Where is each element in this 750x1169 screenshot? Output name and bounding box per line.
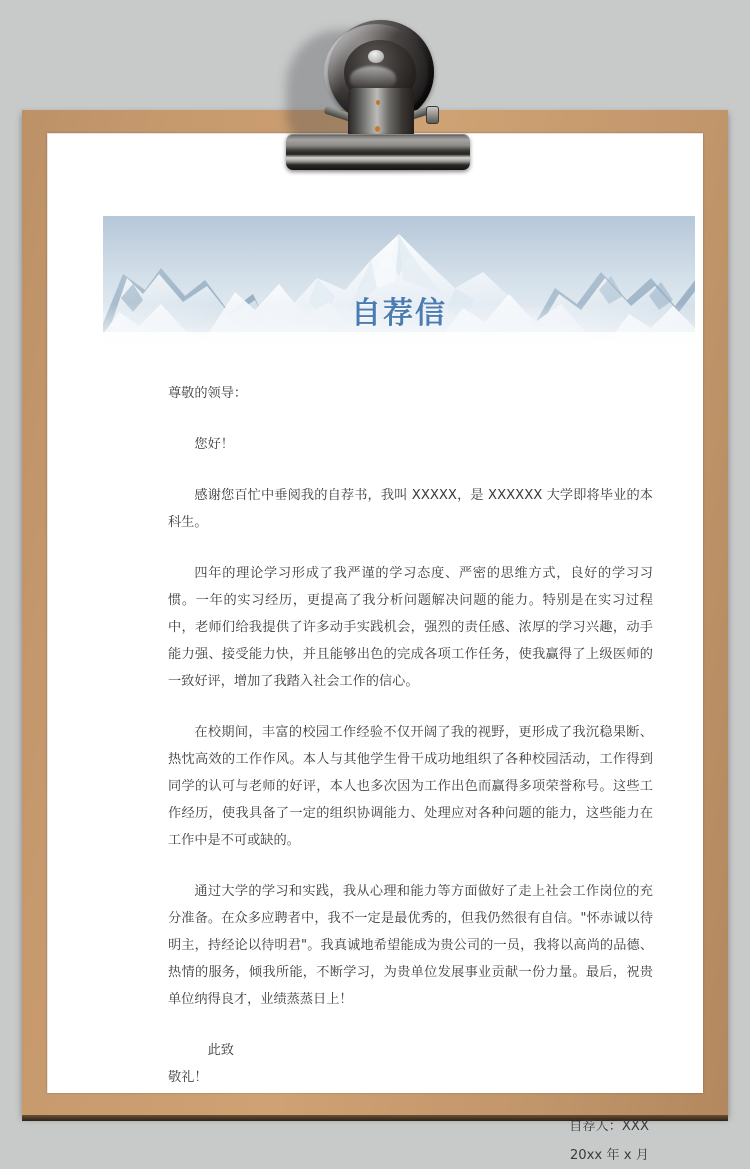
document-paper — [47, 133, 703, 1163]
letter-paragraph-3: 在校期间，丰富的校园工作经验不仅开阔了我的视野，更形成了我沉稳果断、热忱高效的工作作风。本人与其他学生骨干成功地组织了各种校园活动，工作得到同学的认可与老师的好评，本人也多次因为工作出色而赢得多项荣誉称号。这些工作经历，使我具备了一定的组织协调能力、处理应对各种问题的能力，这些能力在工作中是不可或缺的。 — [168, 725, 653, 848]
letter-paragraph-4: 通过大学的学习和实践，我从心理和能力等方面做好了走上社会工作岗位的充分准备。在众多应聘者中，我不一定是最优秀的，但我仍然很有自信。"怀赤诚以待明主，持经论以待明君"。我真诚地希望能成为贵公司的一员，我将以高尚的品德、热情的服务，倾我所能，不断学习，为贵单位发展事业贡献一份力量。最后，祝贵单位纳得良才，业绩蒸蒸日上！ — [168, 884, 653, 1007]
banner-title: 自荐信 — [351, 296, 447, 331]
letter-greeting: 您好！ — [194, 437, 234, 452]
letter-signature-date: 20xx 年 x 月 — [569, 1148, 649, 1163]
clip-bar — [286, 134, 470, 170]
letter-salutation: 尊敬的领导： — [168, 386, 248, 401]
bulldog-clip — [280, 14, 476, 174]
letter-signature: 自荐人：XXX — [569, 1119, 649, 1134]
letter-paragraph-2: 四年的理论学习形成了我严谨的学习态度、严密的思维方式，良好的学习习惯。一年的实习经历，更提高了我分析问题解决问题的能力。特别是在实习过程中，老师们给我提供了许多动手实践机会，强烈的责任感、浓厚的学习兴趣，动手能力强、接受能力快，并且能够出色的完成各项工作任务，使我赢得了上级医师的一致好评，增加了我踏入社会工作的信心。 — [168, 566, 653, 689]
clipboard-board — [22, 110, 728, 1163]
letter-closing-line-2: 敬礼！ — [168, 1070, 208, 1085]
clip-hole — [368, 50, 384, 63]
letter-body — [168, 380, 653, 1169]
letter-closing-line-1: 此致 — [207, 1043, 234, 1058]
clip-rivet-upper — [376, 100, 380, 105]
header-banner — [103, 216, 695, 348]
clip-pivot-knob — [426, 106, 439, 124]
clip-gloss-highlight — [350, 66, 396, 90]
letter-paragraph-1: 感谢您百忙中垂阅我的自荐书，我叫 XXXXX，是 XXXXXX 大学即将毕业的本科生。 — [168, 488, 653, 530]
clip-rivet-lower — [375, 126, 380, 132]
